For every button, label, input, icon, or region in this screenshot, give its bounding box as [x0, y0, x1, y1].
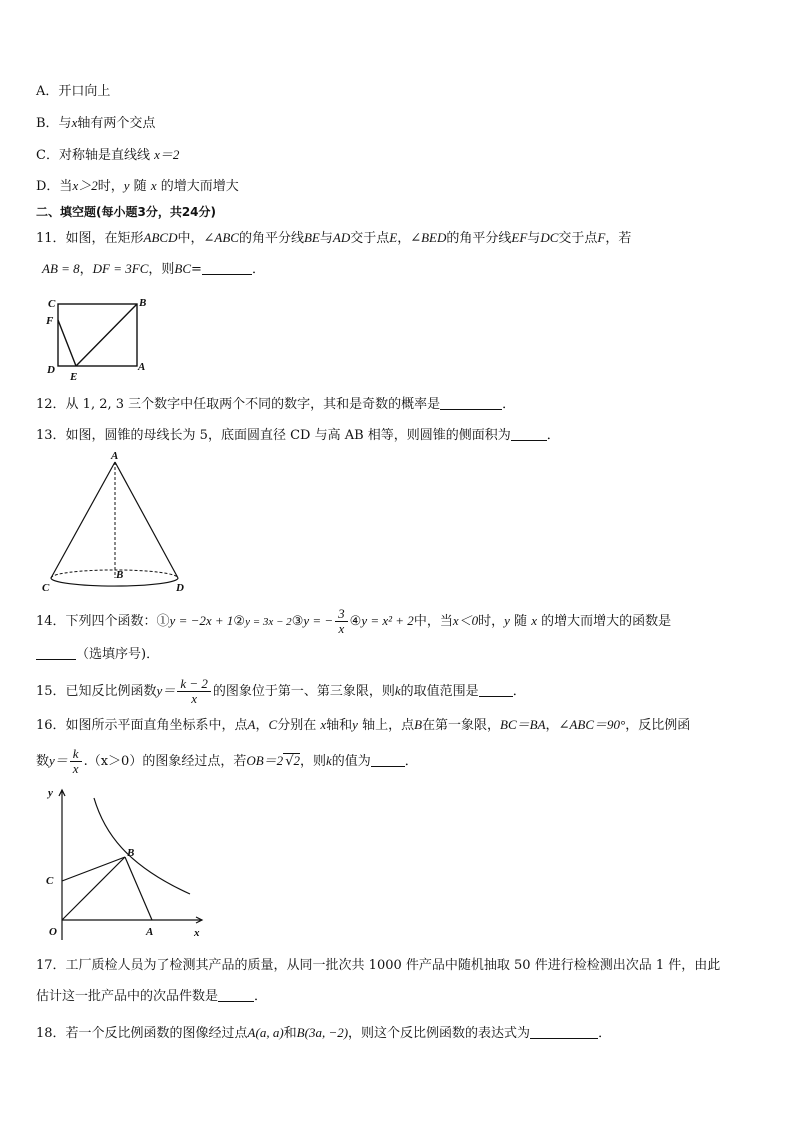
q12-answer-blank[interactable]: [440, 395, 502, 410]
svg-text:y: y: [48, 787, 53, 799]
q16-coordinate-figure: [36, 780, 216, 942]
option-b: B．与x轴有两个交点: [36, 115, 156, 131]
q17-line2: 估计这一批产品中的次品件数是 ．: [36, 989, 268, 1004]
q15-fraction: $\frac{k - 2}{x}$: [177, 677, 211, 706]
svg-text:C: C: [48, 298, 56, 310]
svg-text:E: E: [70, 371, 78, 383]
svg-text:D: D: [176, 582, 184, 594]
q13-cone-figure: [38, 448, 188, 596]
q14-answer-blank[interactable]: [36, 645, 76, 660]
q14-fraction: $\frac{3}{x}$: [335, 607, 348, 636]
q14-line1: 14．下列四个函数：①y = −2x + 1②y = 3x − 2③y = − $\frac{3}{x}$ ④y = x² + 2中，当x＜0时，y 随 x 的增大而增大的函数是: [36, 606, 672, 636]
q12-text: 12．从 1, 2, 3 三个数字中任取两个不同的数字，其和是奇数的概率是 ．: [36, 397, 516, 412]
svg-text:x: x: [194, 927, 200, 939]
q17-answer-blank[interactable]: [218, 987, 254, 1002]
svg-text:B: B: [116, 569, 124, 581]
q15-text: 15．已知反比例函数y＝ $\frac{k - 2}{x}$ 的图象位于第一、第三象限，则k的取值范围是 ．: [36, 676, 526, 706]
q17-line1: 17．工厂质检人员为了检测其产品的质量，从同一批次共 1000 件产品中随机抽取 50 件进行检检测出次品 1 件，由此: [36, 958, 721, 973]
q15-answer-blank[interactable]: [479, 682, 513, 697]
svg-text:A: A: [111, 450, 119, 462]
q14-line2: （选填序号)．: [36, 645, 159, 664]
q18-text: 18．若一个反比例函数的图像经过点A(a, a)和B(3a, −2)，则这个反比例函数的表达式为 ．: [36, 1025, 612, 1041]
sqrt-sign: √2: [285, 753, 300, 769]
svg-text:O: O: [49, 926, 57, 938]
q13-answer-blank[interactable]: [511, 426, 547, 441]
svg-text:B: B: [127, 847, 135, 859]
svg-text:A: A: [146, 926, 154, 938]
q16-line1: 16．如图所示平面直角坐标系中，点A，C分别在 x轴和y 轴上，点B在第一象限，BC＝BA，∠ABC＝90°，反比例函: [36, 717, 691, 733]
q11-rectangle-figure: [40, 296, 160, 386]
q11-line2: AB = 8，DF = 3FC，则BC= ．: [42, 261, 265, 277]
svg-text:B: B: [139, 297, 147, 309]
q16-fraction: $\frac{k}{x}$: [70, 747, 82, 776]
svg-text:C: C: [42, 582, 50, 594]
q16-answer-blank[interactable]: [371, 752, 405, 767]
option-d: D．当x＞2时，y 随 x 的增大而增大: [36, 178, 239, 194]
svg-text:A: A: [138, 361, 146, 373]
option-c: C．对称轴是直线线 x＝2: [36, 147, 180, 163]
svg-text:C: C: [46, 875, 54, 887]
q16-line2: 数y＝ $\frac{k}{x}$ .（x＞0）的图象经过点，若OB＝2 √2，则k的值为 ．: [36, 746, 418, 776]
svg-text:F: F: [46, 315, 54, 327]
svg-text:D: D: [47, 364, 55, 376]
section-heading: 二、填空题(每小题3分，共24分): [36, 205, 217, 219]
q11-answer-blank[interactable]: [202, 260, 252, 275]
q13-text: 13．如图，圆锥的母线长为 5，底面圆直径 CD 与高 AB 相等，则圆锥的侧面积为 ．: [36, 428, 560, 443]
q18-answer-blank[interactable]: [530, 1024, 598, 1039]
option-a: A．开口向上: [36, 84, 111, 99]
q11-line1: 11．如图，在矩形ABCD中，∠ABC的角平分线BE与AD交于点E，∠BED的角平分线EF与DC交于点F，若: [36, 230, 632, 246]
